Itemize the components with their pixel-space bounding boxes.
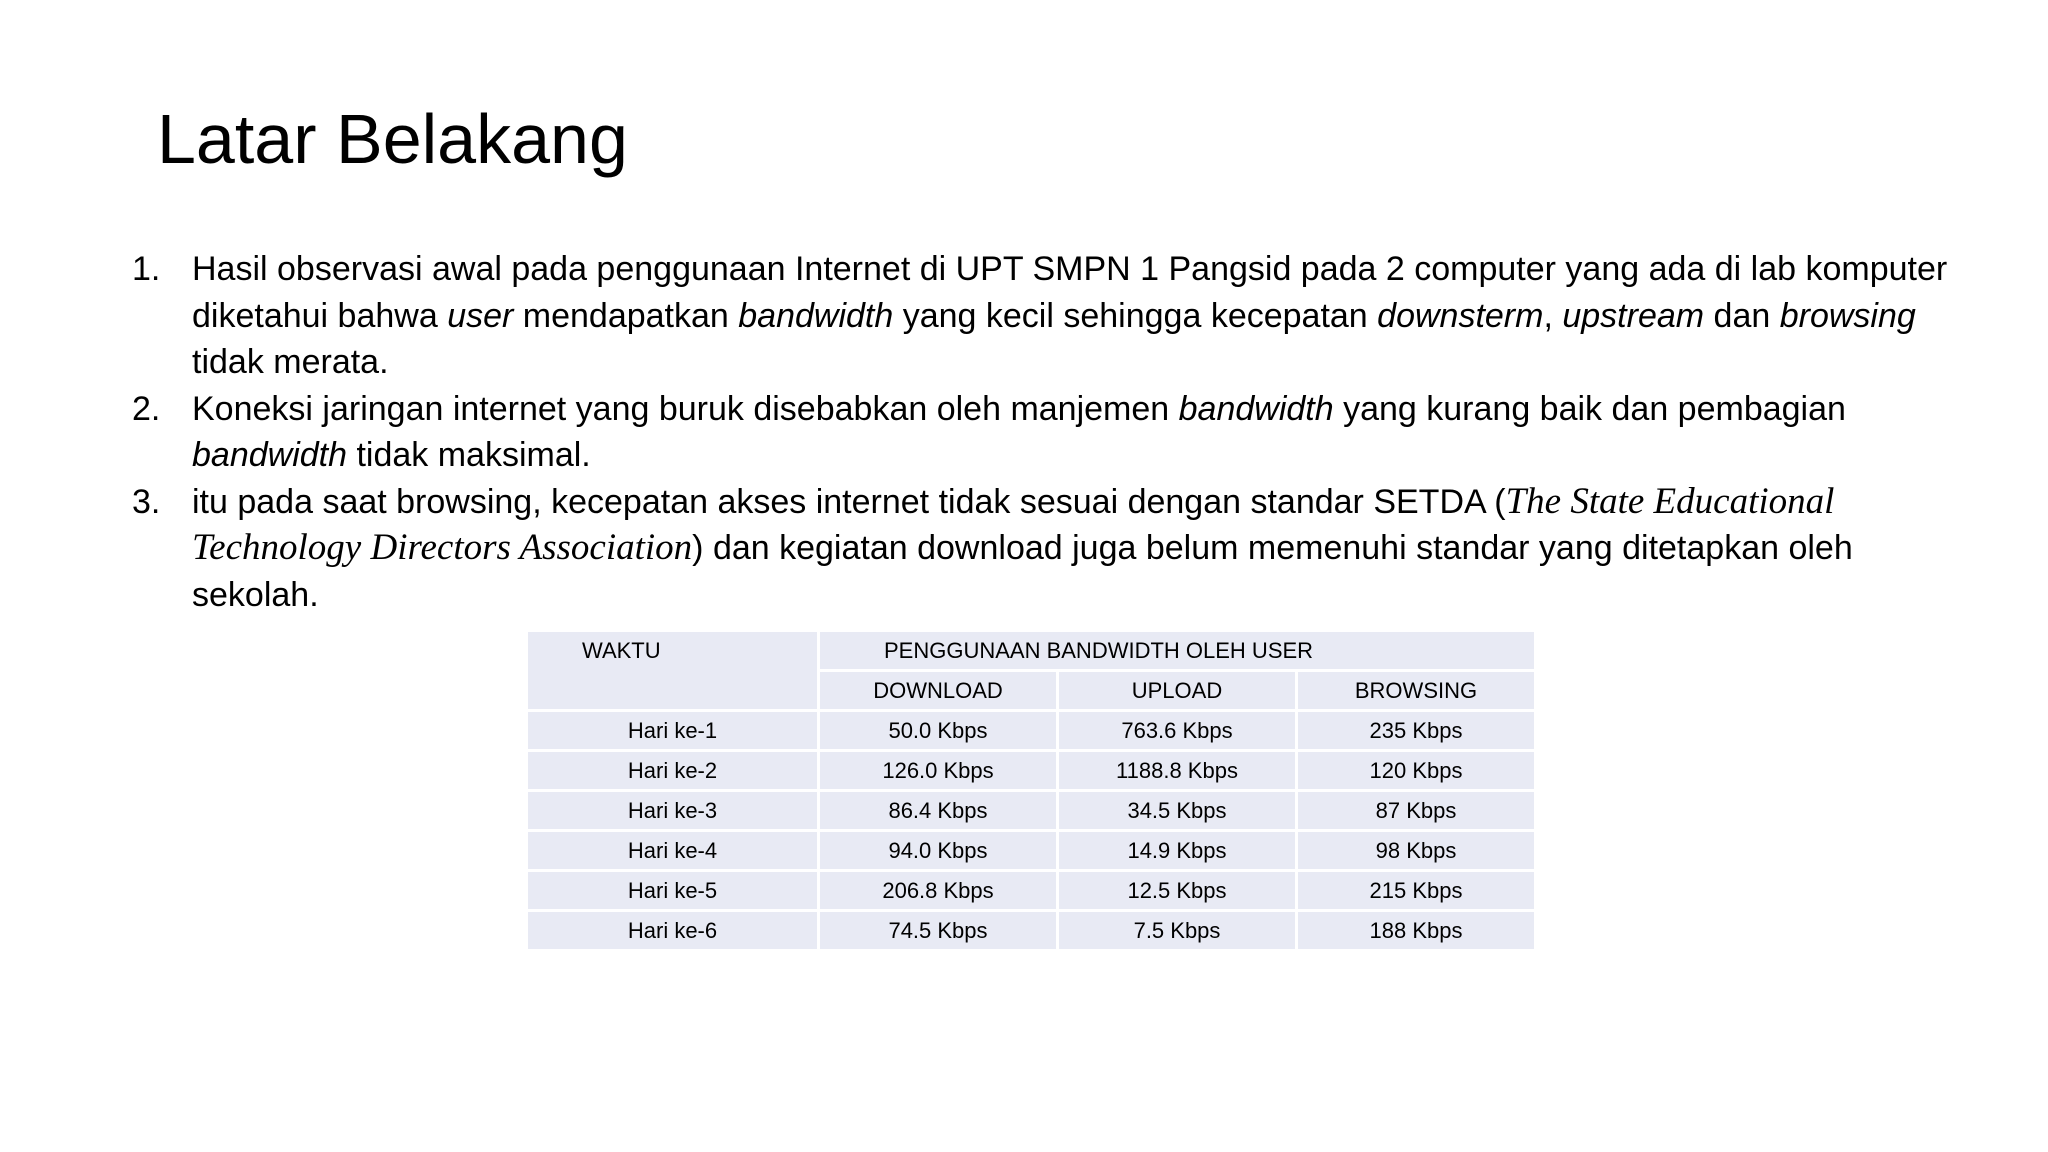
bandwidth-usage-table xyxy=(525,629,1537,952)
background-points-list xyxy=(132,246,1952,618)
cell-upload: 1188.8 Kbps xyxy=(1058,751,1297,791)
header-waktu: WAKTU xyxy=(527,631,819,711)
item-italic: browsing xyxy=(1779,296,1916,335)
item-text: dan xyxy=(1704,296,1780,335)
cell-browsing: 188 Kbps xyxy=(1297,911,1536,951)
cell-browsing: 87 Kbps xyxy=(1297,791,1536,831)
header-browsing: BROWSING xyxy=(1297,671,1536,711)
item-text: Hasil observasi awal pada penggunaan Internet di UPT SMPN 1 Pangsid pada 2 computer yang ada di lab komputer diketahui bahwa xyxy=(192,250,1948,335)
item-text: , xyxy=(1543,296,1563,335)
list-number: 3. xyxy=(132,482,161,521)
cell-download: 74.5 Kbps xyxy=(819,911,1058,951)
item-italic-serif: The State Educational Technology Directors Association xyxy=(192,480,1835,568)
cell-download: 86.4 Kbps xyxy=(819,791,1058,831)
item-text: Koneksi jaringan internet yang buruk disebabkan oleh manjemen xyxy=(192,389,1179,428)
cell-browsing: 215 Kbps xyxy=(1297,871,1536,911)
item-text: yang kurang baik dan pembagian xyxy=(1333,389,1846,428)
table-row xyxy=(527,711,1536,751)
header-upload: UPLOAD xyxy=(1058,671,1297,711)
item-italic: user xyxy=(447,296,514,335)
table-header-row xyxy=(527,631,1536,671)
item-text: mendapatkan xyxy=(513,296,739,335)
item-text: tidak maksimal. xyxy=(347,436,591,474)
cell-upload: 34.5 Kbps xyxy=(1058,791,1297,831)
item-text: yang kecil sehingga kecepatan xyxy=(893,296,1378,335)
cell-upload: 14.9 Kbps xyxy=(1058,831,1297,871)
item-text: ) dan kegiatan download juga belum memenuhi standar yang ditetapkan oleh sekolah. xyxy=(192,529,1853,614)
table-row xyxy=(527,871,1536,911)
cell-day: Hari ke-3 xyxy=(527,791,819,831)
cell-day: Hari ke-5 xyxy=(527,871,819,911)
item-italic: upstream xyxy=(1562,296,1705,335)
item-italic: downsterm xyxy=(1377,296,1544,335)
item-italic: bandwidth xyxy=(738,296,894,335)
cell-download: 94.0 Kbps xyxy=(819,831,1058,871)
header-download: DOWNLOAD xyxy=(819,671,1058,711)
table-row xyxy=(527,831,1536,871)
item-italic: bandwidth xyxy=(1178,389,1334,428)
list-number: 2. xyxy=(132,389,161,428)
cell-download: 126.0 Kbps xyxy=(819,751,1058,791)
cell-day: Hari ke-6 xyxy=(527,911,819,951)
header-bandwidth-group: PENGGUNAAN BANDWIDTH OLEH USER xyxy=(819,631,1536,671)
slide-title: Latar Belakang xyxy=(157,100,628,178)
cell-browsing: 235 Kbps xyxy=(1297,711,1536,751)
cell-day: Hari ke-4 xyxy=(527,831,819,871)
cell-day: Hari ke-1 xyxy=(527,711,819,751)
list-item xyxy=(132,246,1952,386)
table-row xyxy=(527,911,1536,951)
list-item xyxy=(132,386,1952,479)
cell-download: 50.0 Kbps xyxy=(819,711,1058,751)
cell-upload: 12.5 Kbps xyxy=(1058,871,1297,911)
list-item xyxy=(132,479,1952,619)
item-text: tidak merata. xyxy=(192,343,389,381)
item-text: itu pada saat browsing, kecepatan akses internet tidak sesuai dengan standar SETDA ( xyxy=(192,482,1506,521)
cell-upload: 7.5 Kbps xyxy=(1058,911,1297,951)
cell-day: Hari ke-2 xyxy=(527,751,819,791)
item-italic: bandwidth xyxy=(192,436,348,474)
cell-browsing: 120 Kbps xyxy=(1297,751,1536,791)
table-row xyxy=(527,791,1536,831)
cell-upload: 763.6 Kbps xyxy=(1058,711,1297,751)
cell-download: 206.8 Kbps xyxy=(819,871,1058,911)
table-row xyxy=(527,751,1536,791)
list-number: 1. xyxy=(132,250,161,288)
cell-browsing: 98 Kbps xyxy=(1297,831,1536,871)
